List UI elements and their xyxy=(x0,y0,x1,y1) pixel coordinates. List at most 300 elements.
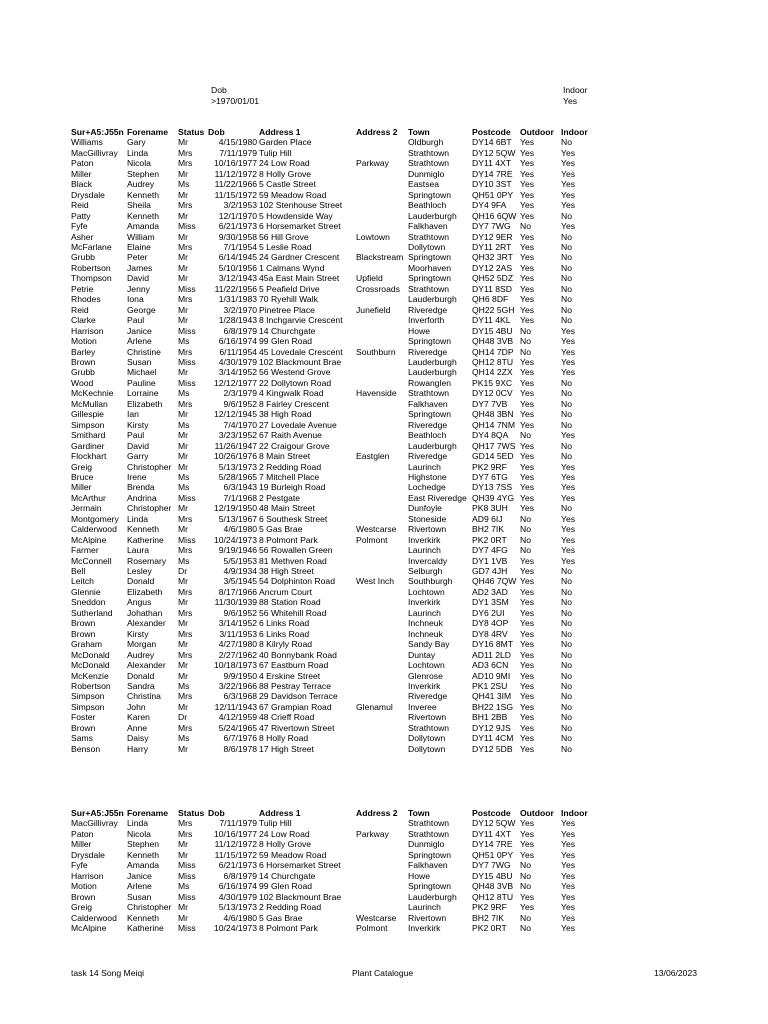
indoor-cell: Yes xyxy=(561,200,576,211)
status-cell: Mr xyxy=(178,315,189,326)
postcode-cell: DY1 1VB xyxy=(472,555,508,566)
address2-cell xyxy=(356,336,408,346)
address1-cell: 22 Craigour Grove xyxy=(259,440,330,451)
surname-cell: Farmer xyxy=(71,545,99,556)
table-row xyxy=(71,179,591,189)
surname-cell: McConnell xyxy=(71,555,112,566)
outdoor-cell: No xyxy=(520,325,531,336)
postcode-cell: DY11 2RT xyxy=(472,241,512,252)
address2-cell xyxy=(356,712,408,722)
address1-cell: 19 Burleigh Road xyxy=(259,482,326,493)
col-header-surname: Sur+A5:J55n xyxy=(71,808,124,818)
postcode-cell: QH14 7NM xyxy=(472,419,515,430)
dob-cell: 8/6/1978 xyxy=(223,743,257,754)
surname-cell: Petrie xyxy=(71,283,94,294)
forename-cell: Susan xyxy=(127,891,152,902)
dob-cell: 11/30/1939 xyxy=(214,597,257,608)
forename-cell: Irene xyxy=(127,471,147,482)
dob-cell: 6/7/1976 xyxy=(223,733,257,744)
outdoor-cell: No xyxy=(520,545,531,556)
town-cell: Laurinch xyxy=(408,902,441,913)
surname-cell: Reid xyxy=(71,200,89,211)
col-header-dob: Dob xyxy=(208,127,225,137)
status-cell: Mr xyxy=(178,252,189,263)
address1-cell: 81 Methven Road xyxy=(259,555,327,566)
table-row xyxy=(71,681,591,691)
outdoor-cell: Yes xyxy=(520,356,535,367)
address2-cell xyxy=(356,242,408,252)
dob-cell: 5/28/1965 xyxy=(218,471,257,482)
status-cell: Ms xyxy=(178,881,190,892)
postcode-cell: DY1 3SM xyxy=(472,597,509,608)
table-row xyxy=(71,576,591,586)
table-row xyxy=(71,597,591,607)
forename-cell: Stephen xyxy=(127,839,160,850)
dob-cell: 4/9/1934 xyxy=(223,566,257,577)
address2-cell xyxy=(356,514,408,524)
surname-cell: Miller xyxy=(71,839,92,850)
indoor-cell: Yes xyxy=(561,158,576,169)
surname-cell: Brown xyxy=(71,891,96,902)
address2-cell: Havenside xyxy=(356,388,397,399)
address2-cell: Parkway xyxy=(356,828,389,839)
town-cell: Inveree xyxy=(408,701,437,712)
address2-cell xyxy=(356,148,408,158)
forename-cell: Kenneth xyxy=(127,849,160,860)
town-cell: Lochtown xyxy=(408,660,445,671)
dob-cell: 6/21/1973 xyxy=(218,221,257,232)
town-cell: Riveredge xyxy=(408,346,448,357)
address1-cell: 2 Redding Road xyxy=(259,902,322,913)
dob-cell: 5/5/1953 xyxy=(223,555,257,566)
indoor-cell: No xyxy=(561,262,572,273)
town-cell: Moorhaven xyxy=(408,262,451,273)
table-row xyxy=(71,211,591,221)
address1-cell: Tulip Hill xyxy=(259,147,292,158)
address1-cell: 38 High Road xyxy=(259,409,312,420)
address1-cell: 5 Gas Brae xyxy=(259,524,303,535)
col-header-address2: Address 2 xyxy=(356,127,398,137)
address2-cell xyxy=(356,190,408,200)
surname-cell: Drysdale xyxy=(71,849,105,860)
postcode-cell: QH51 0PY xyxy=(472,189,514,200)
status-cell: Mrs xyxy=(178,147,193,158)
outdoor-cell: Yes xyxy=(520,839,535,850)
status-cell: Mr xyxy=(178,503,189,514)
page-footer xyxy=(0,968,768,980)
table-row xyxy=(71,850,591,860)
address1-cell: 14 Churchgate xyxy=(259,325,316,336)
address2-cell xyxy=(356,326,408,336)
address2-cell: Lowtown xyxy=(356,231,390,242)
indoor-cell: Yes xyxy=(561,356,576,367)
status-cell: Ms xyxy=(178,388,190,399)
outdoor-cell: No xyxy=(520,513,531,524)
table-row xyxy=(71,503,591,513)
dob-cell: 7/1/1968 xyxy=(223,492,257,503)
table-row xyxy=(71,618,591,628)
dob-cell: 4/30/1979 xyxy=(218,356,257,367)
status-cell: Miss xyxy=(178,534,196,545)
customer-table-body xyxy=(71,137,591,754)
indoor-cell: No xyxy=(561,283,572,294)
dob-cell: 10/16/1977 xyxy=(213,158,257,169)
table-row xyxy=(71,326,591,336)
col-header-dob: Dob xyxy=(208,808,225,818)
indoor-cell: Yes xyxy=(561,860,576,871)
outdoor-cell: Yes xyxy=(520,283,535,294)
status-cell: Mrs xyxy=(178,818,193,829)
table-row xyxy=(71,294,591,304)
surname-cell: Brown xyxy=(71,628,96,639)
dob-cell: 5/13/1973 xyxy=(218,461,257,472)
postcode-cell: PK15 9XC xyxy=(472,377,513,388)
status-cell: Mr xyxy=(178,902,189,913)
table-row xyxy=(71,273,591,283)
town-cell: Inchneuk xyxy=(408,618,443,629)
outdoor-cell: Yes xyxy=(520,241,535,252)
status-cell: Mr xyxy=(178,849,189,860)
dob-cell: 3/23/1952 xyxy=(218,430,257,441)
criteria-header-row xyxy=(0,85,768,96)
postcode-cell: QH14 7DP xyxy=(472,346,514,357)
address2-cell: West Inch xyxy=(356,576,395,587)
table-row xyxy=(71,263,591,273)
outdoor-cell: Yes xyxy=(520,451,535,462)
postcode-cell: DY7 4FG xyxy=(472,545,508,556)
forename-cell: Linda xyxy=(127,513,149,524)
dob-cell: 6/11/1954 xyxy=(219,346,257,357)
surname-cell: Drysdale xyxy=(71,189,105,200)
table-row xyxy=(71,315,591,325)
postcode-cell: PK8 3UH xyxy=(472,503,508,514)
surname-cell: MacGillivray xyxy=(71,818,118,829)
table-row xyxy=(71,378,591,388)
forename-cell: Kenneth xyxy=(127,189,160,200)
forename-cell: Christine xyxy=(127,346,161,357)
forename-cell: Audrey xyxy=(127,179,155,190)
dob-cell: 3/2/1970 xyxy=(223,304,257,315)
indoor-cell: No xyxy=(561,388,572,399)
town-cell: Laurinch xyxy=(408,545,441,556)
indoor-cell: No xyxy=(561,607,572,618)
postcode-cell: QH22 5GH xyxy=(472,304,515,315)
town-cell: Inverkirk xyxy=(408,534,441,545)
town-cell: Lauderburgh xyxy=(408,891,457,902)
table-row xyxy=(71,367,591,377)
outdoor-cell: No xyxy=(520,430,531,441)
outdoor-cell: Yes xyxy=(520,168,535,179)
forename-cell: Daisy xyxy=(127,733,149,744)
address1-cell: 88 Station Road xyxy=(259,597,321,608)
indoor-cell: No xyxy=(561,294,572,305)
forename-cell: Janice xyxy=(127,870,152,881)
dob-cell: 7/4/1970 xyxy=(223,419,257,430)
outdoor-cell: No xyxy=(520,922,531,933)
town-cell: Laurinch xyxy=(408,461,441,472)
surname-cell: Sutherland xyxy=(71,607,113,618)
address2-cell xyxy=(356,378,408,388)
forename-cell: Sandra xyxy=(127,681,155,692)
postcode-cell: QH51 0PY xyxy=(472,849,514,860)
col-header-town: Town xyxy=(408,808,430,818)
table-row xyxy=(71,744,591,754)
outdoor-cell: Yes xyxy=(520,367,535,378)
address1-cell: 4 Erskine Street xyxy=(259,670,321,681)
forename-cell: Karen xyxy=(127,712,150,723)
table-row xyxy=(71,587,591,597)
dob-cell: 6/16/1974 xyxy=(218,881,257,892)
forename-cell: Donald xyxy=(127,576,155,587)
town-cell: Dunmiglo xyxy=(408,839,445,850)
status-cell: Mrs xyxy=(178,200,193,211)
indoor-cell: No xyxy=(561,409,572,420)
postcode-cell: DY15 4BU xyxy=(472,325,513,336)
address1-cell: Tulip Hill xyxy=(259,818,292,829)
forename-cell: Lesley xyxy=(127,566,152,577)
forename-cell: Lorraine xyxy=(127,388,159,399)
dob-cell: 3/2/1953 xyxy=(223,200,257,211)
outdoor-cell: Yes xyxy=(520,902,535,913)
address1-cell: 8 Kilryly Road xyxy=(259,639,313,650)
forename-cell: Elizabeth xyxy=(127,398,163,409)
address2-cell xyxy=(356,472,408,482)
dob-cell: 11/15/1972 xyxy=(214,189,257,200)
postcode-cell: DY8 4RV xyxy=(472,628,508,639)
dob-cell: 4/6/1980 xyxy=(223,524,257,535)
table-row xyxy=(71,881,591,891)
town-cell: East Riveredge xyxy=(408,492,467,503)
forename-cell: Audrey xyxy=(127,649,155,660)
indoor-cell: Yes xyxy=(561,524,576,535)
status-cell: Mr xyxy=(178,576,189,587)
dob-cell: 7/11/1979 xyxy=(219,147,257,158)
address2-cell xyxy=(356,357,408,367)
surname-cell: Jermain xyxy=(71,503,102,514)
address2-cell xyxy=(356,660,408,670)
dob-cell: 3/14/1952 xyxy=(218,367,257,378)
address1-cell: 8 Polmont Park xyxy=(259,922,318,933)
postcode-cell: DY11 4XT xyxy=(472,158,512,169)
surname-cell: McDonald xyxy=(71,649,110,660)
surname-cell: Barley xyxy=(71,346,96,357)
outdoor-cell: No xyxy=(520,524,531,535)
address2-cell xyxy=(356,294,408,304)
surname-cell: McFarlane xyxy=(71,241,112,252)
indoor-cell: Yes xyxy=(561,849,576,860)
address2-cell xyxy=(356,608,408,618)
forename-cell: Arlene xyxy=(127,881,152,892)
status-cell: Mr xyxy=(178,210,189,221)
dob-cell: 6/3/1943 xyxy=(223,482,257,493)
surname-cell: Brown xyxy=(71,356,96,367)
table-row xyxy=(71,200,591,210)
dob-cell: 11/22/1966 xyxy=(214,179,257,190)
forename-cell: Kirsty xyxy=(127,628,149,639)
postcode-cell: QH6 8DF xyxy=(472,294,509,305)
address1-cell: Pinetree Place xyxy=(259,304,315,315)
address2-cell xyxy=(356,691,408,701)
forename-cell: Alexander xyxy=(127,660,166,671)
town-cell: Inverkirk xyxy=(408,681,441,692)
status-cell: Mrs xyxy=(178,398,193,409)
outdoor-cell: Yes xyxy=(520,210,535,221)
address2-cell xyxy=(356,892,408,902)
postcode-cell: AD3 6CN xyxy=(472,660,509,671)
dob-cell: 6/16/1974 xyxy=(218,336,257,347)
surname-cell: Asher xyxy=(71,231,94,242)
postcode-cell: DY14 7RE xyxy=(472,168,513,179)
address2-cell: Westcarse xyxy=(356,524,397,535)
forename-cell: Johathan xyxy=(127,607,163,618)
outdoor-cell: Yes xyxy=(520,618,535,629)
address1-cell: 8 Holly Grove xyxy=(259,839,312,850)
address1-cell: 67 Grampian Road xyxy=(259,701,332,712)
indoor-cell: No xyxy=(561,701,572,712)
outdoor-cell: Yes xyxy=(520,891,535,902)
outdoor-cell: Yes xyxy=(520,409,535,420)
postcode-cell: QH16 6QW xyxy=(472,210,517,221)
address2-cell xyxy=(356,556,408,566)
town-cell: Southburgh xyxy=(408,576,453,587)
town-cell: Strathtown xyxy=(408,818,450,829)
address2-cell xyxy=(356,430,408,440)
address1-cell: 8 Polmont Park xyxy=(259,534,318,545)
col-header-indoor: Indoor xyxy=(561,127,588,137)
table-row xyxy=(71,347,591,357)
col-header-town: Town xyxy=(408,127,430,137)
status-cell: Mr xyxy=(178,461,189,472)
status-cell: Mr xyxy=(178,597,189,608)
postcode-cell: DY14 7RE xyxy=(472,839,513,850)
status-cell: Mr xyxy=(178,409,189,420)
outdoor-cell: Yes xyxy=(520,471,535,482)
outdoor-cell: Yes xyxy=(520,628,535,639)
indoor-cell: Yes xyxy=(561,168,576,179)
town-cell: Stoneside xyxy=(408,513,447,524)
indoor-cell: No xyxy=(561,377,572,388)
town-cell: Lauderburgh xyxy=(408,440,457,451)
postcode-cell: DY12 0CV xyxy=(472,388,513,399)
col-header-postcode: Postcode xyxy=(472,127,511,137)
town-cell: Lauderburgh xyxy=(408,294,457,305)
col-header-status: Status xyxy=(178,808,205,818)
address1-cell: 4 Kingwalk Road xyxy=(259,388,324,399)
outdoor-cell: Yes xyxy=(520,273,535,284)
address1-cell: 99 Glen Road xyxy=(259,336,313,347)
address2-cell xyxy=(356,744,408,754)
forename-cell: Linda xyxy=(127,818,149,829)
address1-cell: 67 Eastburn Road xyxy=(259,660,329,671)
address1-cell: 6 Links Road xyxy=(259,618,310,629)
forename-cell: Jenny xyxy=(127,283,150,294)
criteria-indoor-header: Indoor xyxy=(563,85,588,95)
dob-cell: 11/26/1947 xyxy=(214,440,257,451)
table-row xyxy=(71,691,591,701)
town-cell: Springtown xyxy=(408,409,451,420)
table-row xyxy=(71,545,591,555)
surname-cell: Williams xyxy=(71,137,103,148)
address2-cell xyxy=(356,367,408,377)
status-cell: Mrs xyxy=(178,828,193,839)
outdoor-cell: No xyxy=(520,221,531,232)
outdoor-cell: Yes xyxy=(520,158,535,169)
postcode-cell: QH41 3IM xyxy=(472,691,512,702)
address1-cell: 102 Stenhouse Street xyxy=(259,200,343,211)
outdoor-cell: No xyxy=(520,336,531,347)
dob-cell: 4/15/1980 xyxy=(218,137,257,148)
indoor-cell: No xyxy=(561,419,572,430)
town-cell: Oldburgh xyxy=(408,137,444,148)
town-cell: Falkhaven xyxy=(408,221,448,232)
surname-cell: Greig xyxy=(71,902,93,913)
surname-cell: Wood xyxy=(71,377,94,388)
table-row xyxy=(71,524,591,534)
address1-cell: 56 Westend Grove xyxy=(259,367,331,378)
dob-cell: 1/28/1943 xyxy=(218,315,257,326)
postcode-cell: PK2 9RF xyxy=(472,902,507,913)
postcode-cell: DY15 4BU xyxy=(472,870,513,881)
status-cell: Mr xyxy=(178,262,189,273)
filtered-table-body xyxy=(71,818,591,933)
status-cell: Miss xyxy=(178,870,196,881)
address1-cell: 5 Castle Street xyxy=(259,179,316,190)
surname-cell: McKenzie xyxy=(71,670,109,681)
status-cell: Mr xyxy=(178,231,189,242)
town-cell: Beathloch xyxy=(408,200,447,211)
town-cell: Howe xyxy=(408,870,430,881)
postcode-cell: QH12 8TU xyxy=(472,891,514,902)
postcode-cell: PK1 2SU xyxy=(472,681,508,692)
address2-cell xyxy=(356,409,408,419)
indoor-cell: Yes xyxy=(561,545,576,556)
address2-cell xyxy=(356,545,408,555)
forename-cell: George xyxy=(127,304,156,315)
address2-cell: Junefield xyxy=(356,304,391,315)
forename-cell: Brenda xyxy=(127,482,155,493)
status-cell: Dr xyxy=(178,566,188,577)
postcode-cell: DY6 2UI xyxy=(472,607,505,618)
forename-cell: Kenneth xyxy=(127,912,160,923)
outdoor-cell: Yes xyxy=(520,681,535,692)
address2-cell: Glenamul xyxy=(356,701,393,712)
address2-cell xyxy=(356,493,408,503)
indoor-cell: Yes xyxy=(561,189,576,200)
status-cell: Mrs xyxy=(178,241,193,252)
outdoor-cell: Yes xyxy=(520,701,535,712)
town-cell: Highstone xyxy=(408,471,447,482)
postcode-cell: DY12 5DB xyxy=(472,743,513,754)
postcode-cell: BH22 1SG xyxy=(472,701,514,712)
surname-cell: Fyfe xyxy=(71,860,88,871)
postcode-cell: PK2 0RT xyxy=(472,534,507,545)
address1-cell: 102 Blackmount Brae xyxy=(259,891,342,902)
indoor-cell: No xyxy=(561,440,572,451)
address1-cell: 24 Gardner Crescent xyxy=(259,252,340,263)
forename-cell: Nicola xyxy=(127,158,151,169)
indoor-cell: Yes xyxy=(561,179,576,190)
indoor-cell: Yes xyxy=(561,555,576,566)
forename-cell: Susan xyxy=(127,356,152,367)
address2-cell: Polmont xyxy=(356,534,388,545)
town-cell: Lochtown xyxy=(408,586,445,597)
forename-cell: Morgan xyxy=(127,639,157,650)
address1-cell: 5 Gas Brae xyxy=(259,912,303,923)
indoor-cell: No xyxy=(561,315,572,326)
surname-cell: Fyfe xyxy=(71,221,88,232)
table-row xyxy=(71,702,591,712)
outdoor-cell: Yes xyxy=(520,189,535,200)
